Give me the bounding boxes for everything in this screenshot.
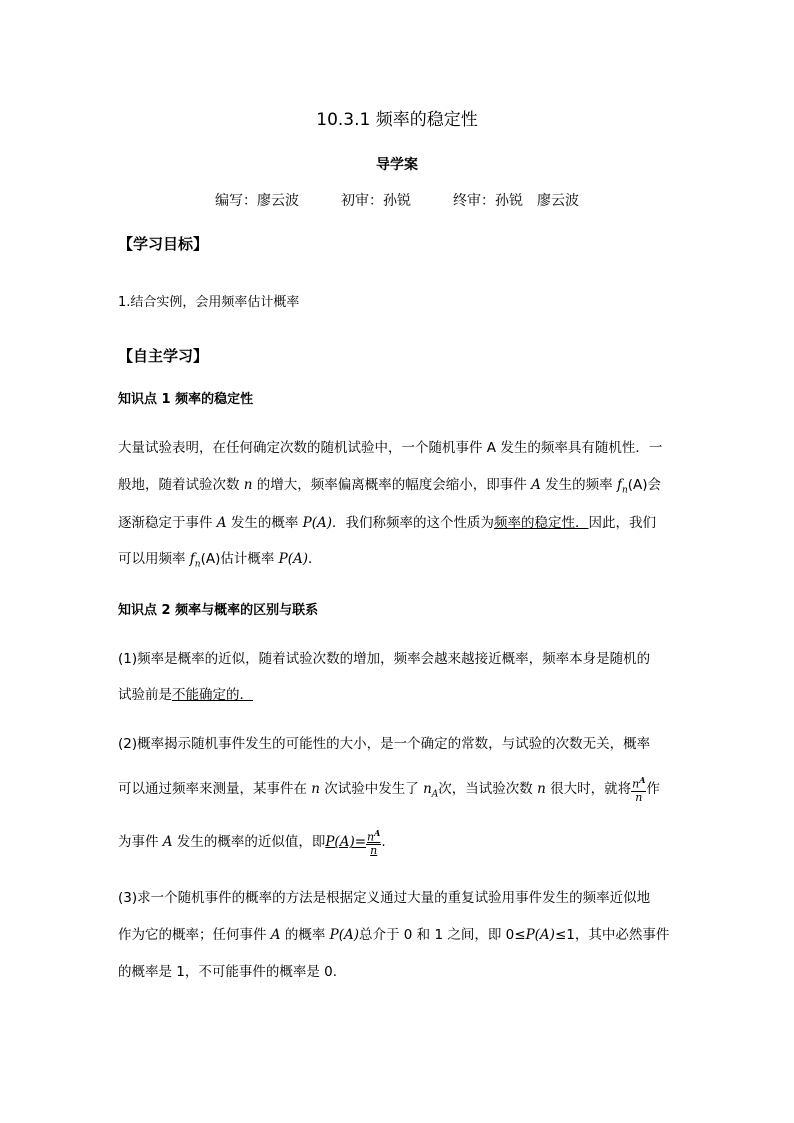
var-n: n [537, 780, 546, 797]
kp1-line-1: 大量试验表明，在任何确定次数的随机试验中，一个随机事件 A 发生的频率具有随机性．一 [118, 440, 663, 456]
var-n: n [243, 477, 253, 493]
kp1-heading: 知识点 1 频率的稳定性 [118, 392, 254, 407]
text: 很大时，就将 [545, 780, 632, 797]
kp1-line-3 [118, 511, 678, 531]
formula-PA: P(A)= [325, 833, 367, 850]
sub-n: n [194, 559, 201, 570]
text: ≤1，其中必然事件 [554, 927, 670, 943]
kp2-p3-line-2 [118, 923, 678, 943]
text: 作 [646, 780, 660, 797]
var-f: f [616, 477, 622, 493]
kp2-p2-line-2 [118, 774, 678, 804]
credits-line [0, 190, 794, 210]
var-n: n [311, 780, 320, 797]
kp2-p2-line-1: (2)概率揭示随机事件发生的可能性的大小，是一个确定的常数，与试验的次数无关，概率 [118, 736, 651, 752]
var-A: A [162, 833, 173, 850]
kp2-p2-line-3 [118, 827, 678, 857]
text: 因此，我们 [588, 515, 657, 531]
num-A: A [374, 828, 381, 838]
section-heading-self-study: 【自主学习】 [118, 347, 209, 365]
goal-item [118, 291, 299, 310]
num-n: n [632, 777, 640, 791]
num-A: A [639, 775, 646, 785]
text: 发生的频率 [540, 477, 617, 493]
var-A: A [216, 515, 227, 531]
sub-n: n [621, 485, 628, 496]
text: 试验前是 [118, 687, 172, 703]
text: 为事件 [118, 833, 163, 850]
kp2-p1-line-2 [118, 683, 678, 703]
fraction-nA-over-n [366, 827, 381, 857]
text: ． [308, 551, 322, 567]
credit-first-review: 初审：孙锐 [341, 193, 411, 209]
text: 可以用频率 [118, 551, 190, 567]
text: 发生的概率的近似值，即 [172, 833, 326, 850]
text: 总介于 0 和 1 之间，即 0≤ [359, 927, 526, 943]
var-PA: P(A) [278, 551, 309, 567]
fraction-denominator: n [635, 790, 643, 804]
var-f: f [189, 551, 195, 567]
page-title: 10.3.1 频率的稳定性 [316, 110, 478, 130]
goal-text: 1.结合实例，会用频率估计概率 [118, 295, 300, 310]
text: 的概率 [280, 927, 330, 943]
var-PA: P(A) [525, 927, 555, 943]
kp2-p1-line-1: (1)频率是概率的近似，随着试验次数的增加，频率会越来越接近概率，频率本身是随机的 [118, 651, 651, 667]
credit-editor: 编写：廖云波 [215, 193, 299, 209]
kp1-line-2 [118, 473, 678, 496]
underlined-term: 不能确定的． [172, 687, 253, 703]
var-A: A [531, 477, 541, 493]
fraction-numerator [366, 827, 381, 845]
page-subtitle: 导学案 [376, 157, 418, 173]
sub-A: A [431, 789, 439, 800]
fraction-numerator [631, 774, 646, 792]
var-n: n [423, 780, 432, 797]
kp2-p3-line-3: 的概率是 1，不可能事件的概率是 0. [118, 964, 338, 980]
text: 逐渐稳定于事件 [118, 515, 217, 531]
text: 的增大，频率偏离概率的幅度会缩小，即事件 [252, 477, 532, 493]
fraction-denominator: n [370, 843, 378, 857]
var-PA: P(A) [329, 927, 360, 943]
text: 可以通过频率来测量，某事件在 [118, 780, 312, 797]
text: . [381, 833, 386, 850]
text: 般地，随着试验次数 [118, 477, 244, 493]
kp2-heading: 知识点 2 频率与概率的区别与联系 [118, 603, 319, 618]
section-heading-goals: 【学习目标】 [118, 235, 209, 253]
kp2-p3-line-1: (3)求一个随机事件的概率的方法是根据定义通过大量的重复试验用事件发生的频率近似地 [118, 890, 651, 906]
credit-final-review: 终审：孙锐 [453, 193, 523, 209]
var-PA: P(A) [302, 515, 333, 531]
text: (A)估计概率 [200, 551, 279, 567]
text: 发生的概率 [226, 515, 303, 531]
text: ．我们称频率的这个性质为 [332, 515, 495, 531]
underlined-term: 频率的稳定性． [494, 515, 589, 531]
num-n: n [367, 830, 375, 844]
credit-final-review-2: 廖云波 [537, 193, 579, 209]
text: 次，当试验次数 [438, 780, 538, 797]
kp1-line-4 [118, 547, 678, 570]
text: 次试验中发生了 [320, 780, 424, 797]
fraction-nA-over-n [631, 774, 646, 804]
var-A: A [270, 927, 281, 943]
text: 作为它的概率；任何事件 [118, 927, 271, 943]
text: (A)会 [627, 477, 662, 493]
